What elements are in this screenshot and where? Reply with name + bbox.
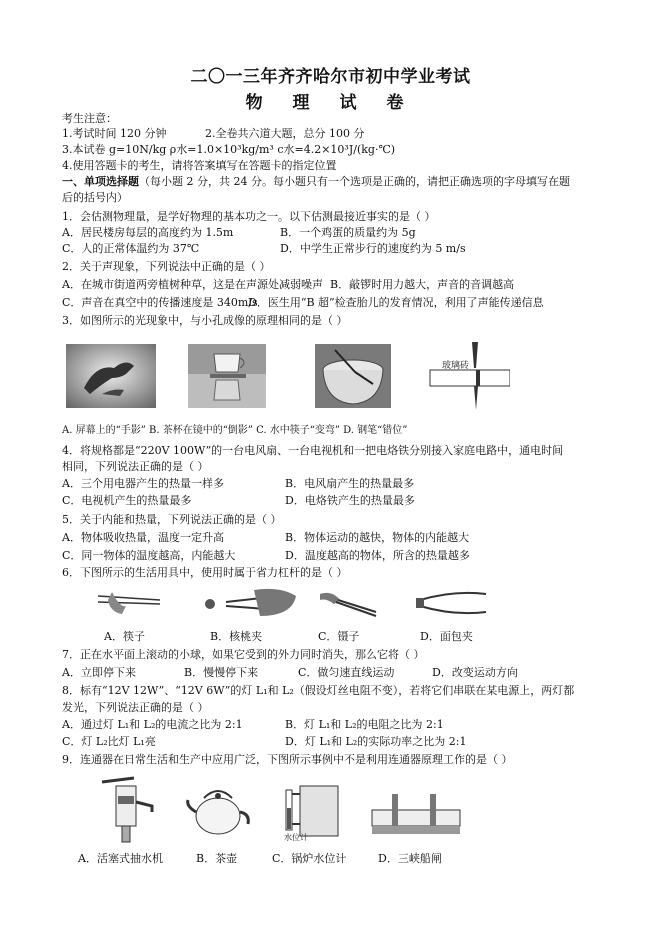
q4-option-c: C．电视机产生的热量最多 (62, 494, 192, 507)
glass-brick-label: 玻璃砖 (442, 361, 470, 371)
notice-line-2: 3.本试卷 g=10N/kg ρ水=1.0×10³kg/m³ c水=4.2×10³J/(kg·℃) (62, 143, 396, 156)
q8-stem-2: 发光，下列说法正确的是（ ） (62, 701, 209, 714)
q7-option-c: C．做匀速直线运动 (298, 666, 395, 679)
hand-shadow-image (66, 344, 156, 408)
q2-stem: 2．关于声现象，下列说法中正确的是（ ） (62, 260, 271, 273)
q4-stem: 4．将规格都是“220V 100W”的一台电风扇、一台电视机和一把电烙铁分别接入家庭电路中，通电时间 (62, 444, 564, 457)
q3-options: A. 屏幕上的“手影” B. 茶杯在镜中的“倒影” C. 水中筷子“变弯” D. 钢笔“错位” (62, 425, 408, 436)
q4-option-d: D．电烙铁产生的热量最多 (285, 494, 415, 507)
q9-option-d: D．三峡船闸 (378, 852, 442, 865)
bread-tongs-image (414, 586, 490, 620)
water-gauge-label: 水位计 (284, 833, 308, 842)
notice-line-1b: 2.全卷共六道大题，总分 100 分 (205, 127, 365, 140)
q1-option-d: D．中学生正常步行的速度约为 5 m/s (280, 242, 466, 255)
q5-stem: 5．关于内能和热量，下列说法正确的是（ ） (62, 513, 282, 526)
q7-option-b: B．慢慢停下来 (184, 666, 259, 679)
section-head: 一、单项选择题 (62, 175, 139, 188)
q6-option-d: D．面包夹 (420, 630, 473, 643)
q9-option-c: C．锅炉水位计 (272, 852, 347, 865)
q7-option-a: A．立即停下来 (62, 666, 136, 679)
tweezers-tool-image (316, 586, 380, 620)
q2-option-c: C．声音在真空中的传播速度是 340m/s (62, 296, 258, 309)
exam-title: 二〇一三年齐齐哈尔市初中学业考试 (190, 67, 471, 87)
q8-option-b: B．灯 L₁和 L₂的电阻之比为 2:1 (285, 718, 444, 731)
q6-option-b: B．核桃夹 (210, 630, 263, 643)
q1-option-a: A．居民楼房每层的高度约为 1.5m (62, 226, 234, 239)
boiler-gauge-image (266, 780, 344, 840)
q8-option-d: D．灯 L₁和 L₂的实际功率之比为 2:1 (285, 735, 467, 748)
q9-option-b: B．茶壶 (196, 852, 238, 865)
section-text: （每小题 2 分，共 24 分。每小题只有一个选项是正确的，请把正确选项的字母填写在题 (139, 175, 570, 188)
q5-option-c: C．同一物体的温度越高，内能越大 (62, 549, 236, 562)
nutcracker-tool-image (200, 586, 300, 620)
teacup-mirror-image (188, 344, 266, 408)
notice-head: 考生注意： (62, 112, 117, 125)
q5-option-d: D．温度越高的物体，所含的热量越多 (285, 549, 470, 562)
q6-option-c: C．镊子 (318, 630, 360, 643)
q1-stem: 1．会估测物理量，是学好物理的基本功之一。以下估测最接近事实的是（ ） (62, 210, 436, 223)
q3-stem: 3．如图所示的光现象中，与小孔成像的原理相同的是（ ） (62, 314, 348, 327)
q5-option-a: A．物体吸收热量，温度一定升高 (62, 531, 224, 544)
q6-option-a: A．筷子 (104, 630, 145, 643)
q9-stem: 9．连通器在日常生活和生产中应用广泛，下图所示事例中不是利用连通器原理工作的是（ ） (62, 753, 513, 766)
q2-option-d: D．医生用“B 超”检查胎儿的发育情况，利用了声能传递信息 (248, 296, 544, 309)
ship-lock-image (370, 790, 462, 836)
section-heading (62, 175, 570, 189)
q7-stem: 7．正在水平面上滚动的小球，如果它受到的外力同时消失，那么它将（ ） (62, 648, 425, 661)
q6-stem: 6．下图所示的生活用具中，使用时属于省力杠杆的是（ ） (62, 566, 348, 579)
q1-option-c: C．人的正常体温约为 37℃ (62, 242, 200, 255)
q4-option-b: B．电风扇产生的热量最多 (285, 477, 415, 490)
q8-option-a: A．通过灯 L₁和 L₂的电流之比为 2:1 (62, 718, 243, 731)
q8-option-c: C．灯 L₂比灯 L₁亮 (62, 735, 156, 748)
notice-line-3: 4.使用答题卡的考生，请将答案填写在答题卡的指定位置 (62, 159, 337, 172)
q9-option-a: A．活塞式抽水机 (78, 852, 163, 865)
q4-option-a: A．三个用电器产生的热量一样多 (62, 477, 224, 490)
q1-option-b: B．一个鸡蛋的质量约为 5g (280, 226, 416, 239)
section-text-2: 后的括号内） (62, 191, 128, 204)
exam-subtitle: 物 理 试 卷 (245, 93, 416, 113)
q2-option-a: A．在城市街道两旁植树种草，这是在声源处减弱噪声 (62, 278, 323, 291)
teapot-image (184, 784, 254, 840)
chopsticks-water-image (315, 344, 391, 408)
q7-option-d: D．改变运动方向 (432, 666, 518, 679)
q5-option-b: B．物体运动的越快，物体的内能越大 (285, 531, 470, 544)
notice-line-1a: 1.考试时间 120 分钟 (62, 127, 167, 140)
pen-glass-brick-image (426, 340, 510, 412)
piston-pump-image (94, 776, 158, 844)
q4-stem-2: 相同，下列说法正确的是（ ） (62, 460, 209, 473)
q2-option-b: B．敲锣时用力越大，声音的音调越高 (330, 278, 515, 291)
chopsticks-tool-image (92, 588, 164, 618)
q8-stem: 8．标有“12V 12W”、“12V 6W”的灯 L₁和 L₂（假设灯丝电阻不变），若将它们串联在某电源上，两灯都 (62, 684, 575, 697)
